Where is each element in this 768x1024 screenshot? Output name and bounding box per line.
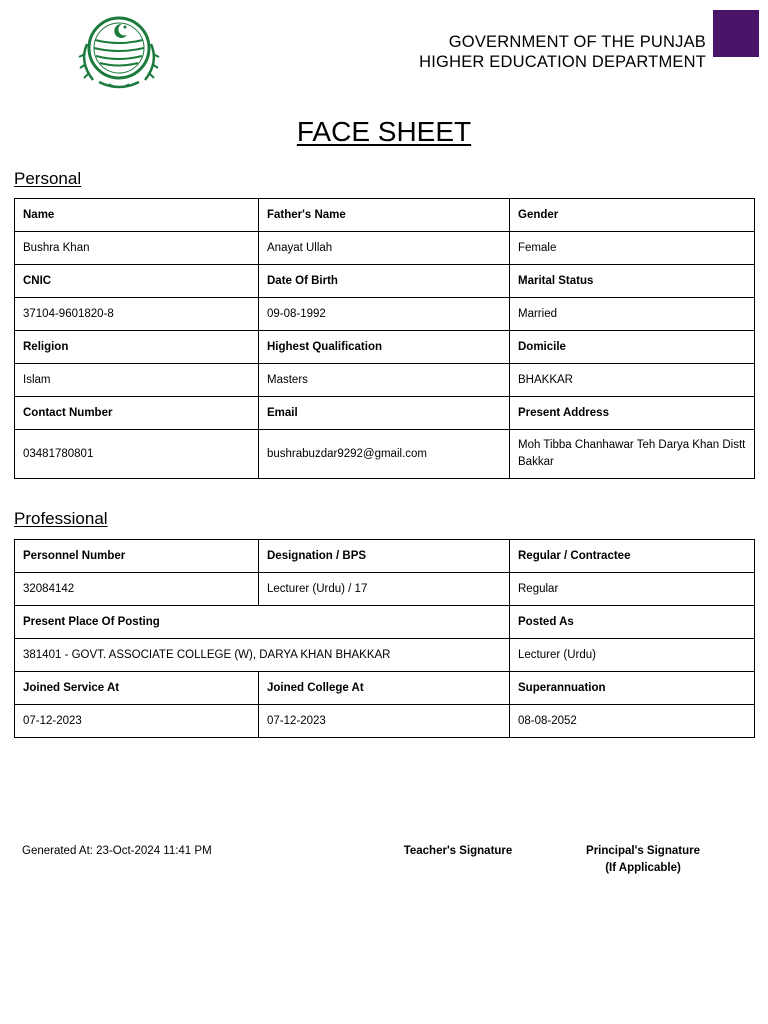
- domicile-label: Domicile: [510, 331, 755, 364]
- table-row: [15, 672, 755, 705]
- color-swatch: [713, 10, 759, 57]
- qualification-label: Highest Qualification: [259, 331, 510, 364]
- designation-value: Lecturer (Urdu) / 17: [259, 573, 510, 606]
- posted-as-value: Lecturer (Urdu): [510, 639, 755, 672]
- personnel-number-value: 32084142: [15, 573, 259, 606]
- personnel-number-label: Personnel Number: [15, 540, 259, 573]
- gender-label: Gender: [510, 199, 755, 232]
- page-title: FACE SHEET: [296, 116, 472, 147]
- posting-label: Present Place Of Posting: [15, 606, 510, 639]
- superannuation-value: 08-08-2052: [510, 705, 755, 738]
- father-name-value: Anayat Ullah: [259, 232, 510, 265]
- table-row: [15, 606, 755, 639]
- regular-contractee-value: Regular: [510, 573, 755, 606]
- punjab-emblem-icon: [73, 10, 165, 96]
- posted-as-label: Posted As: [510, 606, 755, 639]
- joined-service-value: 07-12-2023: [15, 705, 259, 738]
- address-label: Present Address: [510, 397, 755, 430]
- email-value: bushrabuzdar9292@gmail.com: [259, 430, 510, 479]
- domicile-value: BHAKKAR: [510, 364, 755, 397]
- joined-college-value: 07-12-2023: [259, 705, 510, 738]
- table-row: [15, 430, 755, 479]
- dob-label: Date Of Birth: [259, 265, 510, 298]
- designation-label: Designation / BPS: [259, 540, 510, 573]
- table-row: [15, 540, 755, 573]
- marital-status-value: Married: [510, 298, 755, 331]
- address-value: Moh Tibba Chanhawar Teh Darya Khan Distt Bakkar: [510, 430, 755, 479]
- posting-value: 381401 - GOVT. ASSOCIATE COLLEGE (W), DARYA KHAN BHAKKAR: [15, 639, 510, 672]
- principal-signature-label: Principal's Signature: [586, 845, 700, 857]
- table-row: [15, 298, 755, 331]
- joined-college-label: Joined College At: [259, 672, 510, 705]
- professional-table: [14, 539, 755, 738]
- regular-contractee-label: Regular / Contractee: [510, 540, 755, 573]
- name-label: Name: [15, 199, 259, 232]
- father-name-label: Father's Name: [259, 199, 510, 232]
- name-value: Bushra Khan: [15, 232, 259, 265]
- header-line-government: GOVERNMENT OF THE PUNJAB: [448, 33, 706, 51]
- section-title-professional: Professional: [14, 509, 108, 528]
- religion-label: Religion: [15, 331, 259, 364]
- table-row: [15, 705, 755, 738]
- section-title-personal: Personal: [14, 169, 82, 188]
- generated-at: Generated At: 23-Oct-2024 11:41 PM: [22, 845, 212, 857]
- table-row: [15, 331, 755, 364]
- religion-value: Islam: [15, 364, 259, 397]
- table-row: [15, 364, 755, 397]
- qualification-value: Masters: [259, 364, 510, 397]
- dob-value: 09-08-1992: [259, 298, 510, 331]
- header-title: [419, 32, 706, 72]
- table-row: [15, 265, 755, 298]
- header-line-department: HIGHER EDUCATION DEPARTMENT: [419, 53, 706, 71]
- joined-service-label: Joined Service At: [15, 672, 259, 705]
- gender-value: Female: [510, 232, 755, 265]
- marital-status-label: Marital Status: [510, 265, 755, 298]
- table-row: [15, 199, 755, 232]
- email-label: Email: [259, 397, 510, 430]
- table-row: [15, 639, 755, 672]
- teacher-signature-label: Teacher's Signature: [403, 845, 513, 857]
- personal-table: [14, 198, 755, 479]
- contact-value: 03481780801: [15, 430, 259, 479]
- cnic-value: 37104-9601820-8: [15, 298, 259, 331]
- principal-signature-block: [572, 843, 714, 877]
- table-row: [15, 232, 755, 265]
- table-row: [15, 573, 755, 606]
- superannuation-label: Superannuation: [510, 672, 755, 705]
- table-row: [15, 397, 755, 430]
- contact-label: Contact Number: [15, 397, 259, 430]
- principal-signature-note: (If Applicable): [605, 862, 681, 874]
- cnic-label: CNIC: [15, 265, 259, 298]
